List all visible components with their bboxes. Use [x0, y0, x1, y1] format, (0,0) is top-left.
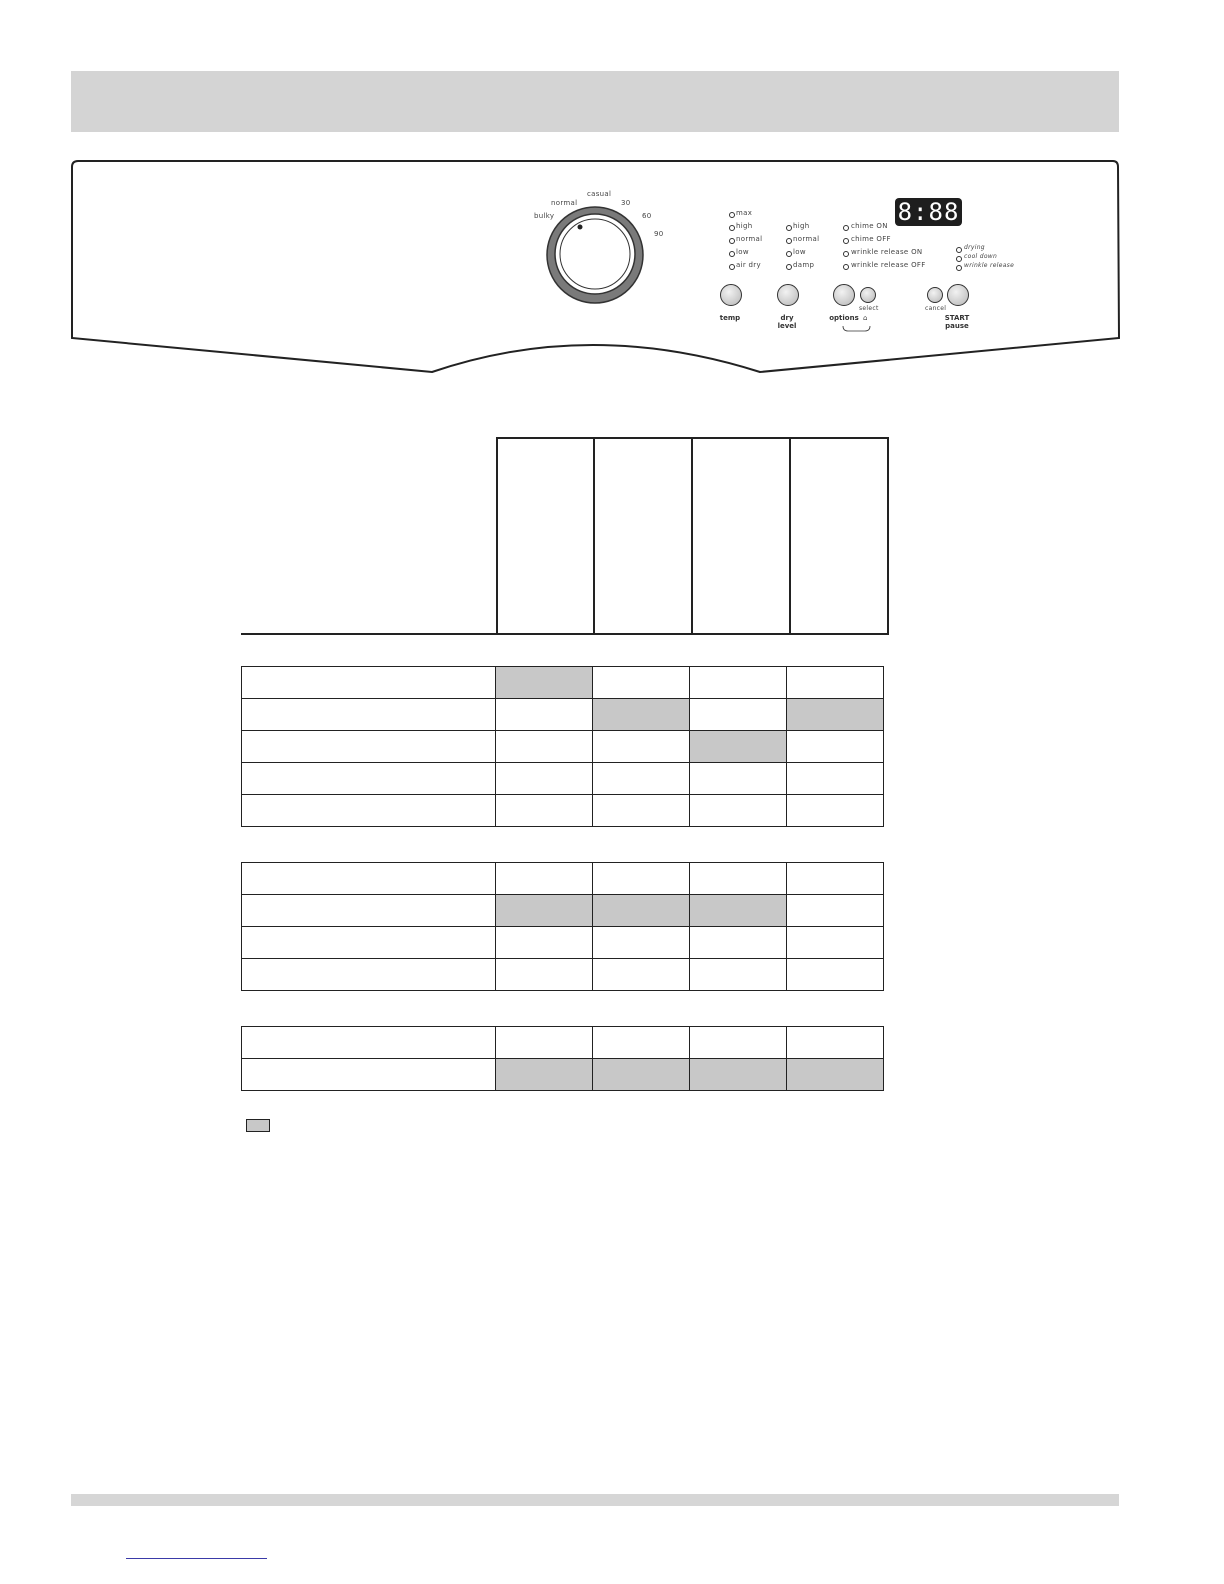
table-cell — [496, 863, 593, 895]
dry-level-option-label: damp — [793, 261, 815, 269]
table-row — [242, 763, 884, 795]
table-row — [242, 699, 884, 731]
table-cell-shaded — [593, 1059, 690, 1091]
table-cell — [593, 667, 690, 699]
table-header-column — [691, 437, 693, 633]
cancel-button-label: cancel — [925, 305, 947, 312]
table-row — [242, 731, 884, 763]
status-indicator-label: drying — [964, 244, 985, 251]
table-cell — [496, 699, 593, 731]
table-cell — [593, 731, 690, 763]
table-row — [242, 895, 884, 927]
footer-band — [71, 1494, 1119, 1506]
temp-led — [729, 251, 735, 257]
temp-led — [729, 225, 735, 231]
table-header — [241, 437, 889, 635]
dry-level-led — [786, 225, 792, 231]
option-setting-label: wrinkle release ON — [851, 248, 923, 256]
options-button[interactable] — [833, 284, 855, 306]
option-setting-label: chime OFF — [851, 235, 891, 243]
table-row-label-cell — [242, 699, 496, 731]
table-cell — [690, 863, 787, 895]
dry-level-led — [786, 238, 792, 244]
table-row-label-cell — [242, 895, 496, 927]
dry-level-led — [786, 264, 792, 270]
dial-label-30: 30 — [621, 199, 631, 207]
table-cell — [787, 795, 884, 827]
table-cell — [787, 895, 884, 927]
table-row-label-cell — [242, 731, 496, 763]
table-cell — [690, 763, 787, 795]
table-cell — [593, 927, 690, 959]
table-cell — [787, 731, 884, 763]
lock-icon: ⌂ — [863, 314, 868, 322]
table-row — [242, 667, 884, 699]
table-header-column — [789, 437, 791, 633]
table-cell — [496, 763, 593, 795]
table-row — [242, 959, 884, 991]
temp-option-label: normal — [736, 235, 763, 243]
table-cell-shaded — [787, 699, 884, 731]
table-row-label-cell — [242, 927, 496, 959]
table-row — [242, 863, 884, 895]
start-pause-button-label: START pause — [944, 314, 970, 330]
table-cell-shaded — [787, 1059, 884, 1091]
table-cell — [496, 927, 593, 959]
option-led — [843, 251, 849, 257]
dial-label-90: 90 — [654, 230, 664, 238]
legend-shaded-swatch — [246, 1119, 270, 1132]
table-cell — [787, 927, 884, 959]
option-led — [843, 238, 849, 244]
dial-label-casual: casual — [587, 190, 612, 198]
table-header-column — [593, 437, 595, 633]
table-cell — [496, 731, 593, 763]
option-setting-label: wrinkle release OFF — [851, 261, 926, 269]
table-cell-shaded — [496, 895, 593, 927]
table-header-right-rule — [887, 437, 889, 634]
table-cell — [593, 795, 690, 827]
table-cell-shaded — [593, 699, 690, 731]
temp-button[interactable] — [720, 284, 742, 306]
temp-option-label: low — [736, 248, 749, 256]
table-row-label-cell — [242, 795, 496, 827]
status-led — [956, 256, 962, 262]
table-cell — [787, 667, 884, 699]
table-cell — [690, 699, 787, 731]
temp-led — [729, 264, 735, 270]
table-row-label-cell — [242, 1027, 496, 1059]
option-setting-label: chime ON — [851, 222, 888, 230]
table-cell — [496, 1027, 593, 1059]
dry-level-led — [786, 251, 792, 257]
table-row — [242, 927, 884, 959]
start-pause-button[interactable] — [947, 284, 969, 306]
footer-link-underline — [126, 1558, 267, 1559]
temp-button-label: temp — [719, 314, 741, 322]
option-led — [843, 264, 849, 270]
dial-label-normal: normal — [551, 199, 578, 207]
table-row — [242, 1027, 884, 1059]
settings-table-group-3 — [241, 1026, 884, 1091]
table-cell — [593, 959, 690, 991]
dry-level-option-label: normal — [793, 235, 820, 243]
select-button[interactable] — [860, 287, 876, 303]
settings-table-group-2 — [241, 862, 884, 991]
temp-option-label: high — [736, 222, 753, 230]
table-cell — [690, 1027, 787, 1059]
options-button-label: options — [829, 314, 859, 322]
cycle-dial[interactable] — [547, 207, 643, 303]
dry-level-option-label: high — [793, 222, 810, 230]
temp-led — [729, 238, 735, 244]
cancel-button[interactable] — [927, 287, 943, 303]
table-row — [242, 795, 884, 827]
status-led — [956, 265, 962, 271]
table-cell — [496, 959, 593, 991]
table-row-label-cell — [242, 667, 496, 699]
table-cell — [787, 763, 884, 795]
table-cell — [787, 863, 884, 895]
table-row-label-cell — [242, 763, 496, 795]
temp-option-label: air dry — [736, 261, 761, 269]
table-cell — [787, 959, 884, 991]
table-cell-shaded — [496, 1059, 593, 1091]
table-cell — [690, 927, 787, 959]
dial-label-bulky: bulky — [534, 212, 555, 220]
time-display: 8:88 — [895, 198, 962, 226]
table-cell-shaded — [496, 667, 593, 699]
dry-level-option-label: low — [793, 248, 806, 256]
table-header-column — [496, 437, 498, 633]
table-cell — [593, 763, 690, 795]
table-cell-shaded — [690, 895, 787, 927]
table-cell — [787, 1027, 884, 1059]
table-row-label-cell — [242, 1059, 496, 1091]
dial-label-60: 60 — [642, 212, 652, 220]
temp-option-label: max — [736, 209, 753, 217]
header-band — [71, 71, 1119, 132]
table-cell — [593, 863, 690, 895]
table-cell — [496, 795, 593, 827]
table-row — [242, 1059, 884, 1091]
table-cell — [690, 959, 787, 991]
option-led — [843, 225, 849, 231]
table-row-label-cell — [242, 863, 496, 895]
table-cell-shaded — [593, 895, 690, 927]
status-led — [956, 247, 962, 253]
table-cell — [690, 667, 787, 699]
settings-table-group-1 — [241, 666, 884, 827]
table-cell-shaded — [690, 731, 787, 763]
dryer-control-panel — [70, 158, 1122, 376]
dry-level-button[interactable] — [777, 284, 799, 306]
temp-led — [729, 212, 735, 218]
dry-level-button-label: dry level — [777, 314, 797, 330]
table-cell — [593, 1027, 690, 1059]
status-indicator-label: cool down — [964, 253, 998, 260]
table-row-label-cell — [242, 959, 496, 991]
table-cell-shaded — [690, 1059, 787, 1091]
table-cell — [690, 795, 787, 827]
select-button-label: select — [859, 305, 879, 312]
status-indicator-label: wrinkle release — [964, 262, 1015, 269]
table-header-base-rule — [241, 633, 889, 635]
